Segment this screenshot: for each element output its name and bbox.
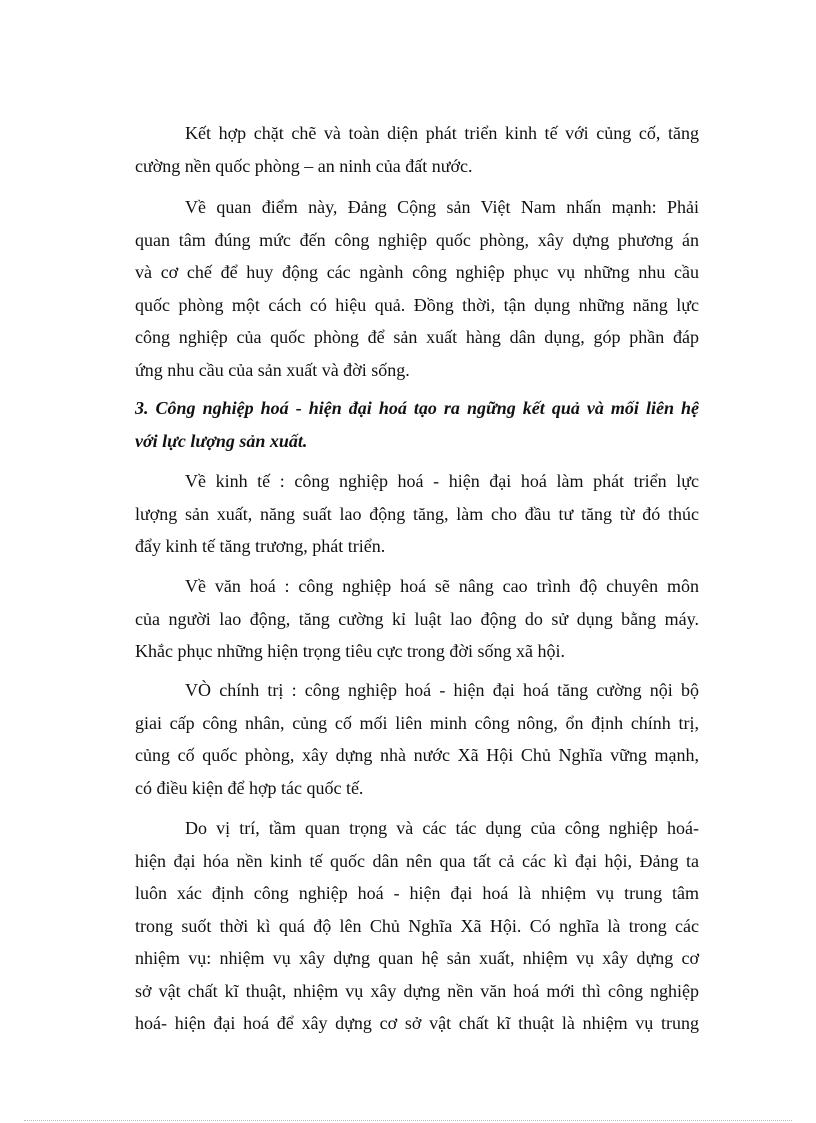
text-line: quan tâm đúng mức đến công nghiệp quốc phòng, xây dựng phương án bbox=[135, 229, 699, 250]
text-line: VÒ chính trị : công nghiệp hoá - hiện đại hoá tăng cường nội bộ bbox=[185, 680, 699, 700]
heading-line: với lực lượng sản xuất. bbox=[135, 430, 308, 451]
heading-line: 3. Công nghiệp hoá - hiện đại hoá tạo ra ngững kết quả và mối liên hệ bbox=[135, 398, 699, 418]
text-line: Về quan điểm này, Đảng Cộng sản Việt Nam nhấn mạnh: Phải bbox=[185, 197, 699, 217]
text-line: Về văn hoá : công nghiệp hoá sẽ nâng cao trình độ chuyên môn bbox=[185, 576, 699, 596]
page-bottom-divider bbox=[24, 1120, 792, 1121]
paragraph-culture bbox=[135, 570, 699, 668]
text-line: có điều kiện để hợp tác quốc tế. bbox=[135, 777, 364, 798]
section-heading-3 bbox=[135, 392, 699, 457]
text-line: hiện đại hóa nền kinh tế quốc dân nên qua tất cả các kì đại hội, Đảng ta bbox=[135, 850, 699, 871]
text-line: trong suốt thời kì quá độ lên Chủ Nghĩa Xã Hội. Có nghĩa là trong các bbox=[135, 915, 699, 936]
text-line: đẩy kinh tế tăng trương, phát triển. bbox=[135, 536, 386, 556]
text-line: công nghiệp của quốc phòng để sản xuất hàng dân dụng, góp phần đáp bbox=[135, 327, 699, 347]
text-line: cường nền quốc phòng – an ninh của đất nước. bbox=[135, 155, 473, 176]
text-line: củng cố quốc phòng, xây dựng nhà nước Xã Hội Chủ Nghĩa vững mạnh, bbox=[135, 745, 699, 765]
text-line: Do vị trí, tầm quan trọng và các tác dụng của công nghiệp hoá- bbox=[185, 818, 699, 838]
text-line: Về kinh tế : công nghiệp hoá - hiện đại hoá làm phát triển lực bbox=[185, 471, 699, 491]
text-line: Khắc phục những hiện trọng tiêu cực trong đời sống xã hội. bbox=[135, 641, 565, 661]
text-line: lượng sản xuất, năng suất lao động tăng, làm cho đầu tư tăng từ đó thúc bbox=[135, 503, 699, 524]
text-line: giai cấp công nhân, củng cố mối liên minh công nông, ổn định chính trị, bbox=[135, 712, 699, 733]
paragraph-economics bbox=[135, 465, 699, 563]
paragraph-economy-defense bbox=[135, 117, 699, 182]
text-line: Kết hợp chặt chẽ và toàn diện phát triển kinh tế với củng cố, tăng bbox=[185, 123, 699, 143]
paragraph-politics bbox=[135, 674, 699, 804]
text-line: và cơ chế để huy động các ngành công nghiệp phục vụ những nhu cầu bbox=[135, 262, 699, 282]
text-line: nhiệm vụ: nhiệm vụ xây dựng quan hệ sản xuất, nhiệm vụ xây dựng cơ bbox=[135, 948, 699, 968]
text-line: sở vật chất kĩ thuật, nhiệm vụ xây dựng nền văn hoá mới thì công nghiệp bbox=[135, 980, 699, 1001]
paragraph-central-task bbox=[135, 812, 699, 1040]
text-line: quốc phòng một cách có hiệu quả. Đồng thời, tận dụng những năng lực bbox=[135, 294, 699, 315]
text-line: luôn xác định công nghiệp hoá - hiện đại hoá là nhiệm vụ trung tâm bbox=[135, 883, 699, 903]
paragraph-party-viewpoint bbox=[135, 191, 699, 386]
text-line: ứng nhu cầu của sản xuất và đời sống. bbox=[135, 359, 410, 380]
text-line: hoá- hiện đại hoá để xây dựng cơ sở vật chất kĩ thuật là nhiệm vụ trung bbox=[135, 1013, 699, 1033]
text-line: của người lao động, tăng cường kỉ luật lao động do sử dụng bằng máy. bbox=[135, 608, 699, 629]
